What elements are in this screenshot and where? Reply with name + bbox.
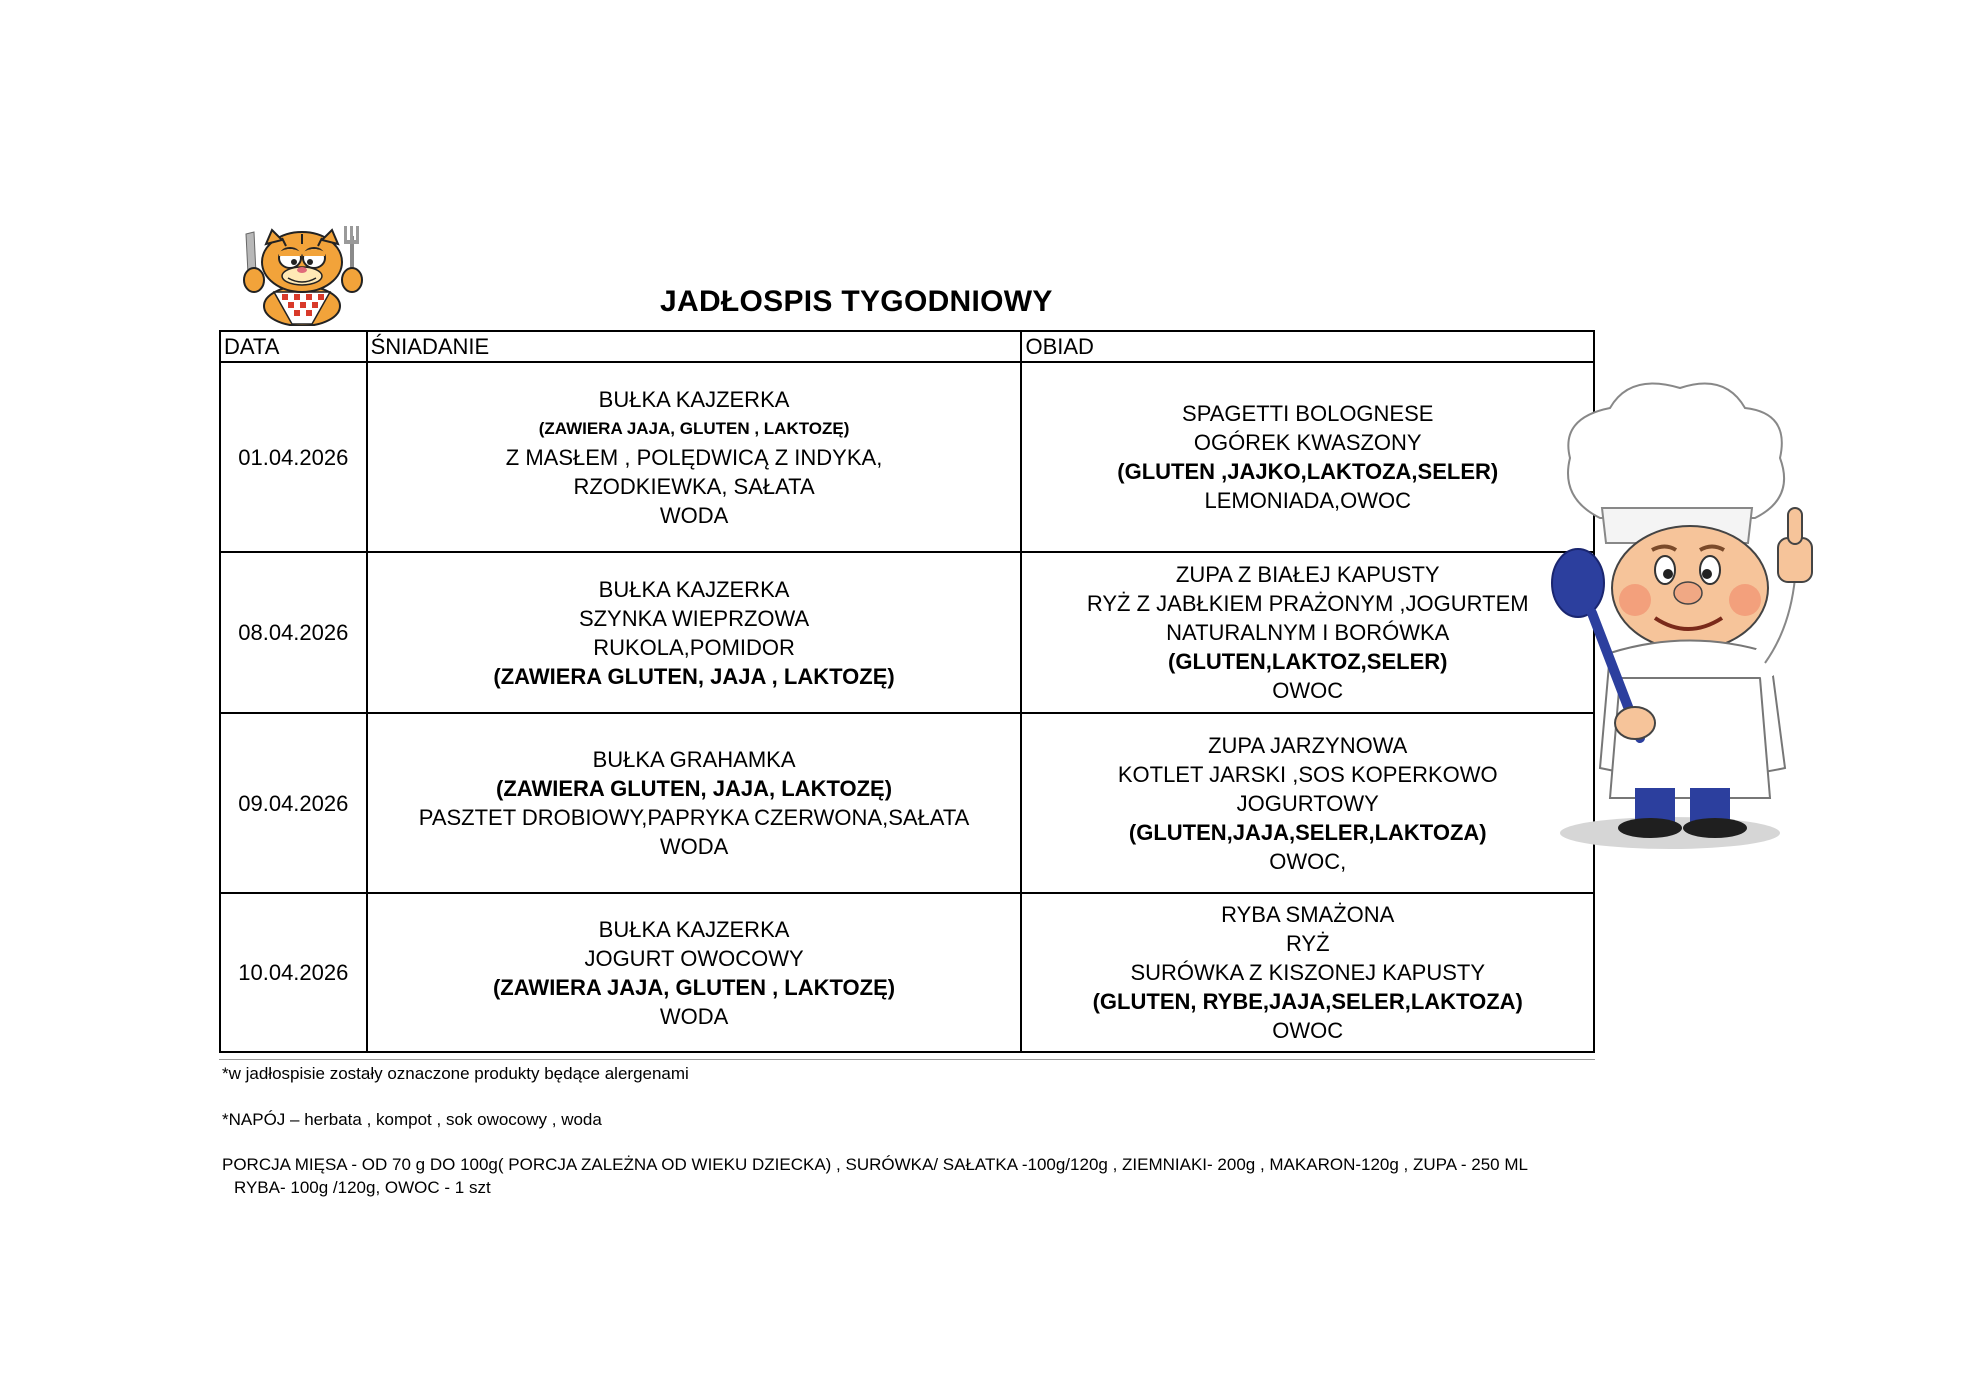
lunch-line: OWOC (1272, 1018, 1344, 1043)
portion-note-line2: RYBA- 100g /120g, OWOC - 1 szt (234, 1178, 491, 1197)
lunch-allergens: (GLUTEN,LAKTOZ,SELER) (1168, 649, 1448, 674)
breakfast-cell (367, 552, 1022, 713)
date-cell: 01.04.2026 (220, 362, 367, 552)
breakfast-cell (367, 893, 1022, 1052)
breakfast-line: Z MASŁEM , POLĘDWICĄ Z INDYKA, (505, 444, 883, 470)
chef-illustration (1540, 378, 1855, 856)
garfield-illustration (232, 224, 382, 326)
chef-hat-icon (1568, 384, 1784, 544)
breakfast-allergens: (ZAWIERA JAJA, GLUTEN , LAKTOZĘ) (492, 974, 896, 1000)
date-cell: 10.04.2026 (220, 893, 367, 1052)
lunch-cell (1021, 713, 1594, 893)
breakfast-line: WODA (659, 502, 729, 528)
thumbs-up-icon (1765, 508, 1812, 663)
lunch-line: NATURALNYM I BORÓWKA (1166, 620, 1450, 645)
lunch-line: SPAGETTI BOLOGNESE (1182, 401, 1434, 426)
portion-note-line1: PORCJA MIĘSA - OD 70 g DO 100g( PORCJA ZALEŻNA OD WIEKU DZIECKA) , SURÓWKA/ SAŁATKA -100g/120g , ZIEMNIAKI- 200g , MAKARON-120g , ZUPA - 250 ML (222, 1155, 1528, 1174)
breakfast-line: RZODKIEWKA, SAŁATA (573, 473, 815, 499)
table-header-row (220, 331, 1594, 362)
table-row (220, 893, 1594, 1052)
lunch-line: OGÓREK KWASZONY (1193, 430, 1422, 455)
header-date: DATA (220, 331, 367, 362)
breakfast-line: JOGURT OWOCOWY (584, 945, 804, 971)
table-row (220, 713, 1594, 893)
breakfast-line: WODA (659, 1003, 729, 1029)
breakfast-allergens: (ZAWIERA GLUTEN, JAJA , LAKTOZĘ) (493, 663, 895, 689)
weekly-menu-table (219, 330, 1595, 1053)
breakfast-line: WODA (659, 834, 729, 859)
drink-note: *NAPÓJ – herbata , kompot , sok owocowy , woda (222, 1110, 602, 1129)
lunch-cell (1021, 362, 1594, 552)
header-breakfast: ŚNIADANIE (367, 331, 1022, 362)
table-row (220, 362, 1594, 552)
breakfast-allergens: (ZAWIERA JAJA, GLUTEN , LAKTOZĘ) (538, 418, 850, 438)
breakfast-line: BUŁKA GRAHAMKA (592, 747, 796, 772)
lunch-line: KOTLET JARSKI ,SOS KOPERKOWO (1117, 761, 1498, 787)
breakfast-cell (367, 713, 1022, 893)
lunch-line: ZUPA JARZYNOWA (1208, 732, 1408, 758)
breakfast-line: RUKOLA,POMIDOR (593, 634, 795, 660)
lunch-line: RYŻ Z JABŁKIEM PRAŻONYM ,JOGURTEM (1086, 591, 1529, 616)
lunch-cell (1021, 552, 1594, 713)
lunch-allergens: (GLUTEN,JAJA,SELER,LAKTOZA) (1128, 819, 1487, 845)
lunch-allergens: (GLUTEN ,JAJKO,LAKTOZA,SELER) (1117, 459, 1499, 484)
allergen-note: *w jadłospisie zostały oznaczone produkty będące alergenami (222, 1064, 689, 1083)
lunch-line: SURÓWKA Z KISZONEJ KAPUSTY (1130, 960, 1485, 985)
table-bottom-rule (219, 1059, 1595, 1060)
date-cell: 09.04.2026 (220, 713, 367, 893)
header-lunch: OBIAD (1021, 331, 1594, 362)
breakfast-allergens: (ZAWIERA GLUTEN, JAJA, LAKTOZĘ) (496, 776, 893, 801)
breakfast-line: PASZTET DROBIOWY,PAPRYKA CZERWONA,SAŁATA (418, 805, 970, 830)
breakfast-line: SZYNKA WIEPRZOWA (578, 605, 810, 631)
lunch-cell (1021, 893, 1594, 1052)
lunch-allergens: (GLUTEN, RYBE,JAJA,SELER,LAKTOZA) (1092, 989, 1523, 1014)
lunch-line: OWOC (1272, 678, 1344, 703)
date-cell: 08.04.2026 (220, 552, 367, 713)
lunch-line: JOGURTOWY (1236, 790, 1379, 816)
lunch-line: RYŻ (1285, 931, 1330, 956)
table-row (220, 552, 1594, 713)
page-title: JADŁOSPIS TYGODNIOWY (660, 285, 1053, 318)
lunch-line: ZUPA Z BIAŁEJ KAPUSTY (1175, 562, 1440, 587)
breakfast-line: BUŁKA KAJZERKA (598, 916, 790, 942)
lunch-line: RYBA SMAŻONA (1221, 902, 1395, 927)
breakfast-line: BUŁKA KAJZERKA (598, 576, 790, 602)
breakfast-line: BUŁKA KAJZERKA (598, 386, 790, 412)
lunch-line: LEMONIADA,OWOC (1204, 488, 1412, 513)
breakfast-cell (367, 362, 1022, 552)
lunch-line: OWOC, (1269, 848, 1347, 874)
